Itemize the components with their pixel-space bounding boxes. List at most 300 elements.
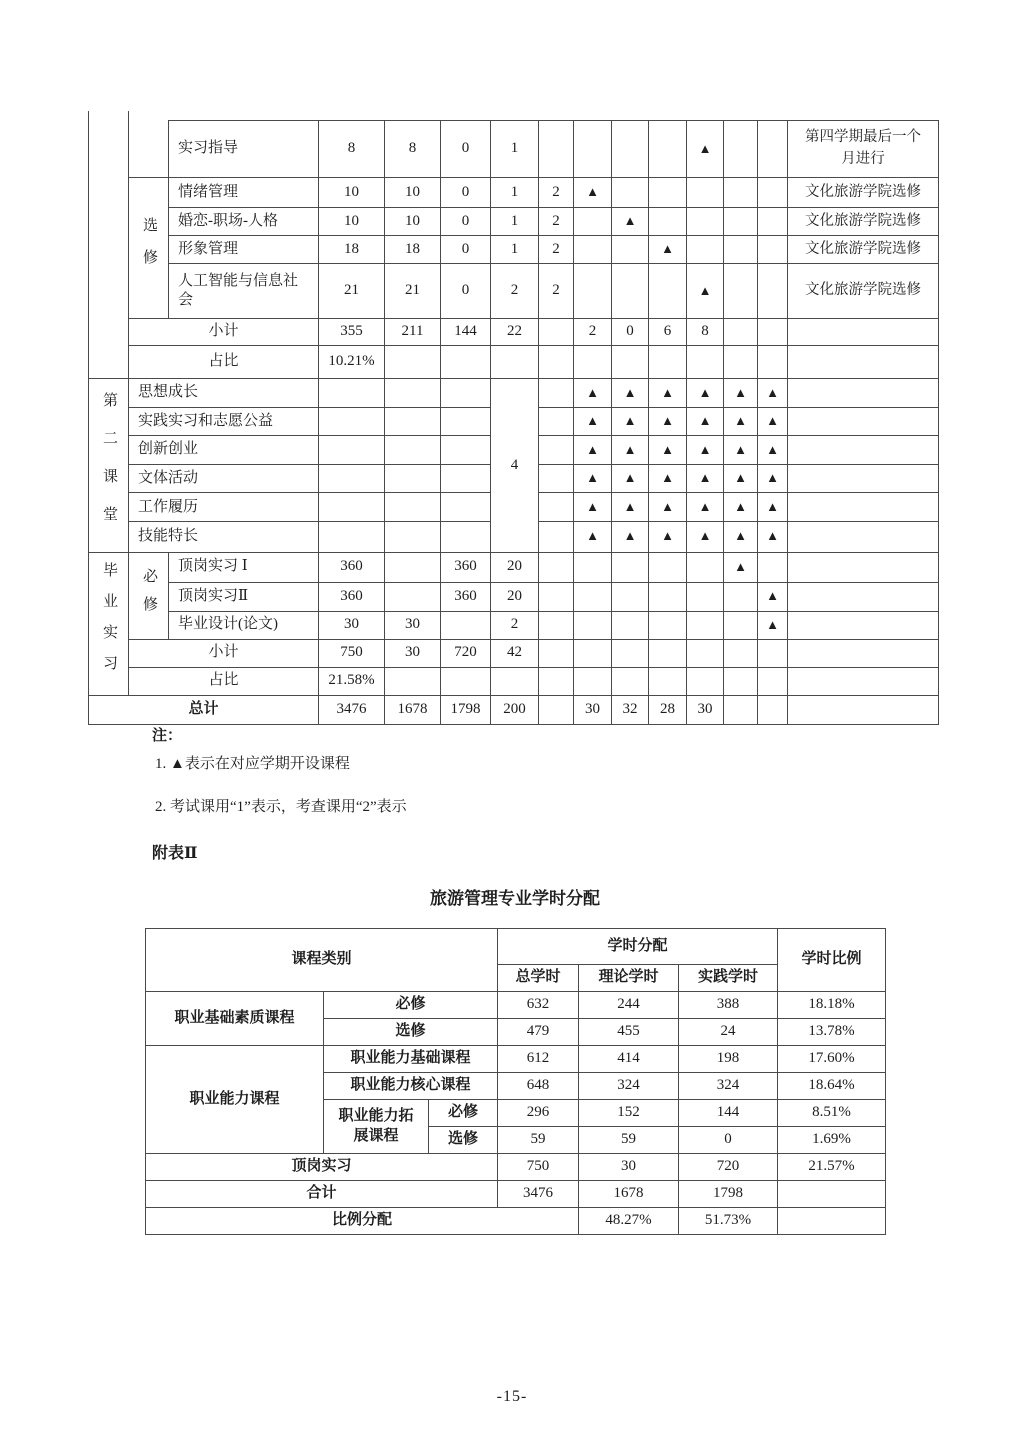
course-name-cell: 顶岗实习Ⅱ: [169, 582, 319, 611]
empty-cell: [491, 667, 539, 695]
semester-cell: ▲: [724, 465, 758, 493]
empty-cell: [724, 667, 758, 695]
practice-hours-cell: 720: [679, 1154, 778, 1181]
semester-cell: ▲: [574, 178, 612, 208]
semester-cell: [649, 582, 687, 611]
semester-cell: ▲: [724, 493, 758, 522]
remark-cell: [788, 436, 939, 465]
total-row: [146, 1181, 886, 1208]
remark-cell: [788, 667, 939, 695]
semester-cell: [724, 695, 758, 724]
exam-type-cell: [539, 465, 574, 493]
empty-cell: [385, 346, 441, 379]
semester-cell: ▲: [612, 465, 649, 493]
subtotal-label-cell: 小计: [129, 319, 319, 346]
header-row: [146, 929, 886, 965]
ratio-row: [89, 667, 939, 695]
exam-type-cell: [539, 319, 574, 346]
theory-hours-cell: 59: [579, 1127, 679, 1154]
semester-cell: ▲: [687, 522, 724, 552]
semester-cell: ▲: [687, 465, 724, 493]
ratio-label-cell: 占比: [129, 667, 319, 695]
empty-cell: [687, 639, 724, 667]
practice-hours-cell: 144: [441, 319, 491, 346]
practice-hours-header-cell: 实践学时: [679, 965, 778, 992]
semester-cell: ▲: [724, 379, 758, 408]
semester-cell: ▲: [574, 408, 612, 436]
semester-cell: [758, 121, 788, 178]
table-row: [146, 992, 886, 1019]
empty-cell: [385, 436, 441, 465]
remark-cell: [788, 319, 939, 346]
total-hours-cell: 632: [498, 992, 579, 1019]
total-hours-cell: 30: [319, 611, 385, 639]
semester-cell: [758, 695, 788, 724]
total-hours-cell: 18: [319, 236, 385, 264]
graduation-row: [89, 611, 939, 639]
practice-hours-cell: 1798: [441, 695, 491, 724]
empty-cell: [612, 639, 649, 667]
remark-cell: 文化旅游学院选修: [788, 264, 939, 319]
semester-cell: 30: [687, 695, 724, 724]
exam-type-cell: [539, 639, 574, 667]
semester-cell: [724, 178, 758, 208]
semester-cell: ▲: [758, 611, 788, 639]
percent-label-cell: 比例分配: [146, 1208, 579, 1235]
semester-cell: [612, 121, 649, 178]
semester-cell: [687, 552, 724, 582]
semester-cell: ▲: [574, 379, 612, 408]
semester-cell: ▲: [724, 408, 758, 436]
semester-cell: ▲: [724, 436, 758, 465]
exam-type-cell: [539, 695, 574, 724]
course-name-cell: 情绪管理: [169, 178, 319, 208]
empty-cell: [385, 408, 441, 436]
graduation-row: [89, 582, 939, 611]
empty-cell: [687, 346, 724, 379]
empty-cell: [385, 465, 441, 493]
subcategory-cell: 职业能力核心课程: [324, 1073, 498, 1100]
semester-cell: ▲: [724, 522, 758, 552]
remark-cell: [788, 639, 939, 667]
theory-hours-cell: 324: [579, 1073, 679, 1100]
semester-cell: ▲: [724, 552, 758, 582]
semester-cell: ▲: [612, 408, 649, 436]
graduation-row: [89, 552, 939, 582]
empty-cell: [441, 346, 491, 379]
semester-cell: [724, 236, 758, 264]
subcategory-cell: 必修: [429, 1100, 498, 1127]
semester-cell: ▲: [758, 493, 788, 522]
credits-cell: 1: [491, 208, 539, 236]
credits-cell: 1: [491, 236, 539, 264]
empty-cell: [724, 639, 758, 667]
ratio-cell: 21.57%: [778, 1154, 886, 1181]
credits-cell: 2: [491, 611, 539, 639]
semester-cell: [612, 582, 649, 611]
empty-cell: [385, 493, 441, 522]
semester-cell: ▲: [758, 379, 788, 408]
total-label-cell: 合计: [146, 1181, 498, 1208]
semester-cell: [612, 552, 649, 582]
exam-type-cell: 2: [539, 264, 574, 319]
total-hours-cell: 750: [319, 639, 385, 667]
empty-cell: [319, 379, 385, 408]
subtotal-row: [89, 639, 939, 667]
empty-cell: [491, 346, 539, 379]
table-row: [89, 178, 939, 208]
practice-percent-cell: 51.73%: [679, 1208, 778, 1235]
semester-cell: ▲: [612, 493, 649, 522]
total-hours-cell: 8: [319, 121, 385, 178]
empty-cell: [319, 408, 385, 436]
remark-cell: [788, 379, 939, 408]
remark-cell: 文化旅游学院选修: [788, 178, 939, 208]
empty-cell: [385, 522, 441, 552]
ratio-cell: [778, 1208, 886, 1235]
curriculum-table-continued: [88, 120, 939, 725]
empty-cell: [649, 667, 687, 695]
theory-hours-cell: 152: [579, 1100, 679, 1127]
semester-cell: [574, 208, 612, 236]
semester-cell: ▲: [574, 522, 612, 552]
theory-hours-cell: 30: [385, 611, 441, 639]
ratio-label-cell: 占比: [129, 346, 319, 379]
semester-cell: [724, 264, 758, 319]
empty-cell: [441, 436, 491, 465]
practice-hours-cell: 0: [441, 178, 491, 208]
ratio-cell: 1.69%: [778, 1127, 886, 1154]
empty-cell: [574, 346, 612, 379]
semester-cell: ▲: [612, 436, 649, 465]
exam-type-cell: [539, 379, 574, 408]
semester-cell: 32: [612, 695, 649, 724]
remark-cell: [788, 695, 939, 724]
second-class-section-label: [89, 379, 129, 553]
theory-hours-cell: 21: [385, 264, 441, 319]
empty-cell: [649, 346, 687, 379]
notes-label: 注：: [152, 728, 183, 744]
exam-type-cell: [539, 611, 574, 639]
semester-cell: ▲: [612, 208, 649, 236]
empty-cell: [687, 667, 724, 695]
credits-cell: 42: [491, 639, 539, 667]
practice-hours-cell: 720: [441, 639, 491, 667]
continued-section-cell: [89, 121, 129, 379]
semester-cell: ▲: [758, 522, 788, 552]
empty-cell: [649, 639, 687, 667]
subtotal-row: [89, 319, 939, 346]
remark-cell: [788, 522, 939, 552]
note-item-2: 2. 考试课用“1”表示，考查课用“2”表示: [155, 799, 407, 815]
total-hours-cell: 10: [319, 208, 385, 236]
semester-cell: 8: [687, 319, 724, 346]
percent-row: [146, 1208, 886, 1235]
section-label-text: 第二课堂: [101, 392, 117, 544]
semester-cell: 30: [574, 695, 612, 724]
empty-cell: [319, 465, 385, 493]
total-hours-header-cell: 总学时: [498, 965, 579, 992]
semester-cell: ▲: [612, 379, 649, 408]
activity-name-cell: 文体活动: [129, 465, 319, 493]
empty-cell: [441, 408, 491, 436]
course-name-cell: 实习指导: [169, 121, 319, 178]
semester-cell: [758, 552, 788, 582]
semester-cell: [758, 319, 788, 346]
subcategory-cell: 选修: [429, 1127, 498, 1154]
table-row: [89, 264, 939, 319]
exam-type-cell: 2: [539, 178, 574, 208]
semester-cell: [724, 121, 758, 178]
table-row: [146, 1154, 886, 1181]
semester-cell: ▲: [758, 465, 788, 493]
credits-merged-cell: 4: [491, 379, 539, 553]
remark-cell: 文化旅游学院选修: [788, 236, 939, 264]
ratio-value-cell: 10.21%: [319, 346, 385, 379]
section-label-text: 选修: [141, 217, 157, 282]
semester-cell: [612, 236, 649, 264]
remark-cell: 文化旅游学院选修: [788, 208, 939, 236]
remark-cell: [788, 493, 939, 522]
exam-type-cell: [539, 582, 574, 611]
hours-dist-header-cell: 学时分配: [498, 929, 778, 965]
exam-type-cell: [539, 552, 574, 582]
credits-cell: 2: [491, 264, 539, 319]
subcategory-cell: 选修: [324, 1019, 498, 1046]
total-hours-cell: 21: [319, 264, 385, 319]
exam-type-cell: [539, 121, 574, 178]
semester-cell: ▲: [649, 522, 687, 552]
empty-cell: [441, 667, 491, 695]
theory-hours-cell: 455: [579, 1019, 679, 1046]
theory-hours-cell: 8: [385, 121, 441, 178]
semester-cell: [649, 552, 687, 582]
course-name-cell: 形象管理: [169, 236, 319, 264]
empty-cell: [441, 493, 491, 522]
continued-subsection-cell: [129, 121, 169, 178]
total-hours-cell: 3476: [319, 695, 385, 724]
semester-cell: [724, 582, 758, 611]
ratio-row: [89, 346, 939, 379]
activity-name-cell: 实践实习和志愿公益: [129, 408, 319, 436]
appendix-label: 附表Ⅱ: [152, 845, 198, 862]
remark-cell: [788, 611, 939, 639]
semester-cell: ▲: [574, 465, 612, 493]
semester-cell: ▲: [649, 379, 687, 408]
semester-cell: [649, 121, 687, 178]
empty-cell: [758, 667, 788, 695]
total-hours-cell: 59: [498, 1127, 579, 1154]
credits-cell: 20: [491, 552, 539, 582]
semester-cell: [574, 552, 612, 582]
semester-cell: 28: [649, 695, 687, 724]
ratio-cell: [778, 1181, 886, 1208]
practice-hours-cell: 198: [679, 1046, 778, 1073]
empty-cell: [539, 667, 574, 695]
semester-cell: [687, 582, 724, 611]
category-cell: 职业基础素质课程: [146, 992, 324, 1046]
empty-cell: [319, 436, 385, 465]
practice-hours-cell: 0: [441, 236, 491, 264]
theory-hours-cell: 18: [385, 236, 441, 264]
semester-cell: ▲: [758, 582, 788, 611]
empty-cell: [539, 346, 574, 379]
practice-hours-cell: 360: [441, 552, 491, 582]
semester-cell: [724, 208, 758, 236]
empty-cell: [758, 639, 788, 667]
remark-cell: [788, 582, 939, 611]
semester-cell: ▲: [612, 522, 649, 552]
ratio-cell: 8.51%: [778, 1100, 886, 1127]
semester-cell: 2: [574, 319, 612, 346]
exam-type-cell: [539, 522, 574, 552]
subcategory-cell: 职业能力基础课程: [324, 1046, 498, 1073]
exam-type-cell: [539, 408, 574, 436]
theory-hours-cell: 211: [385, 319, 441, 346]
semester-cell: [758, 208, 788, 236]
theory-hours-cell: 10: [385, 208, 441, 236]
semester-cell: ▲: [758, 436, 788, 465]
remark-cell: [788, 552, 939, 582]
practice-hours-cell: 388: [679, 992, 778, 1019]
semester-cell: [724, 319, 758, 346]
category-cell: 顶岗实习: [146, 1154, 498, 1181]
ratio-cell: 18.18%: [778, 992, 886, 1019]
semester-cell: [649, 264, 687, 319]
category-cell: 职业能力课程: [146, 1046, 324, 1154]
total-hours-cell: 648: [498, 1073, 579, 1100]
theory-percent-cell: 48.27%: [579, 1208, 679, 1235]
course-name-cell: 顶岗实习 Ⅰ: [169, 552, 319, 582]
total-hours-cell: 612: [498, 1046, 579, 1073]
credits-cell: 200: [491, 695, 539, 724]
empty-cell: [574, 639, 612, 667]
total-hours-cell: 296: [498, 1100, 579, 1127]
exam-type-cell: 2: [539, 208, 574, 236]
empty-cell: [724, 346, 758, 379]
theory-hours-cell: 1678: [385, 695, 441, 724]
ratio-cell: 17.60%: [778, 1046, 886, 1073]
required-section-label: [129, 552, 169, 639]
semester-cell: ▲: [574, 493, 612, 522]
semester-cell: [649, 178, 687, 208]
subtotal-label-cell: 小计: [129, 639, 319, 667]
semester-cell: 0: [612, 319, 649, 346]
empty-cell: [758, 346, 788, 379]
empty-cell: [612, 346, 649, 379]
table2-title: 旅游管理专业学时分配: [430, 889, 600, 908]
theory-hours-cell: 414: [579, 1046, 679, 1073]
empty-cell: [319, 522, 385, 552]
remark-cell: [788, 465, 939, 493]
ratio-cell: 13.78%: [778, 1019, 886, 1046]
semester-cell: [612, 264, 649, 319]
total-hours-cell: 10: [319, 178, 385, 208]
table-row: [89, 208, 939, 236]
total-hours-cell: 355: [319, 319, 385, 346]
semester-cell: [649, 208, 687, 236]
semester-cell: [612, 611, 649, 639]
total-hours-cell: 750: [498, 1154, 579, 1181]
semester-cell: ▲: [687, 379, 724, 408]
section-label-text: 必修: [141, 567, 157, 624]
total-hours-cell: 479: [498, 1019, 579, 1046]
practice-hours-cell: 0: [441, 208, 491, 236]
course-name-cell: 人工智能与信息社会: [169, 264, 319, 319]
total-hours-cell: 360: [319, 582, 385, 611]
empty-cell: [319, 493, 385, 522]
credits-cell: 22: [491, 319, 539, 346]
ratio-value-cell: 21.58%: [319, 667, 385, 695]
semester-cell: [649, 611, 687, 639]
semester-cell: [574, 121, 612, 178]
empty-cell: [441, 465, 491, 493]
empty-cell: [441, 522, 491, 552]
theory-hours-cell: 30: [579, 1154, 679, 1181]
practice-hours-cell: [441, 611, 491, 639]
remark-cell: [788, 346, 939, 379]
empty-cell: [385, 667, 441, 695]
practice-hours-cell: 0: [679, 1127, 778, 1154]
semester-cell: [687, 208, 724, 236]
second-class-row: [89, 379, 939, 408]
grand-total-label-cell: 总计: [89, 695, 319, 724]
semester-cell: ▲: [649, 493, 687, 522]
remark-cell: 第四学期最后一个月进行: [788, 121, 939, 178]
theory-hours-cell: 1678: [579, 1181, 679, 1208]
empty-cell: [441, 379, 491, 408]
activity-name-cell: 思想成长: [129, 379, 319, 408]
theory-hours-cell: 30: [385, 639, 441, 667]
category-header-cell: 课程类别: [146, 929, 498, 992]
semester-cell: [687, 611, 724, 639]
credits-cell: 1: [491, 178, 539, 208]
semester-cell: [687, 236, 724, 264]
ratio-header-cell: 学时比例: [778, 929, 886, 992]
practice-hours-cell: 144: [679, 1100, 778, 1127]
total-hours-cell: 360: [319, 552, 385, 582]
graduation-section-label: [89, 552, 129, 695]
practice-hours-cell: 324: [679, 1073, 778, 1100]
activity-name-cell: 技能特长: [129, 522, 319, 552]
section-label-text: 毕业实习: [101, 562, 117, 687]
ratio-cell: 18.64%: [778, 1073, 886, 1100]
theory-hours-cell: 10: [385, 178, 441, 208]
semester-cell: ▲: [687, 493, 724, 522]
course-name-cell: 婚恋-职场-人格: [169, 208, 319, 236]
semester-cell: ▲: [687, 264, 724, 319]
semester-cell: 6: [649, 319, 687, 346]
table-row: [89, 121, 939, 178]
semester-cell: ▲: [758, 408, 788, 436]
practice-hours-cell: 360: [441, 582, 491, 611]
subcategory-cell: 必修: [324, 992, 498, 1019]
empty-cell: [385, 379, 441, 408]
semester-cell: [574, 236, 612, 264]
semester-cell: ▲: [649, 236, 687, 264]
activity-name-cell: 创新创业: [129, 436, 319, 465]
semester-cell: [574, 264, 612, 319]
practice-hours-cell: 0: [441, 121, 491, 178]
subcategory-cell: 职业能力拓展课程: [324, 1100, 429, 1154]
semester-cell: [758, 178, 788, 208]
semester-cell: ▲: [649, 408, 687, 436]
remark-cell: [788, 408, 939, 436]
credits-cell: 20: [491, 582, 539, 611]
theory-hours-cell: 244: [579, 992, 679, 1019]
credits-cell: 1: [491, 121, 539, 178]
theory-hours-cell: [385, 582, 441, 611]
